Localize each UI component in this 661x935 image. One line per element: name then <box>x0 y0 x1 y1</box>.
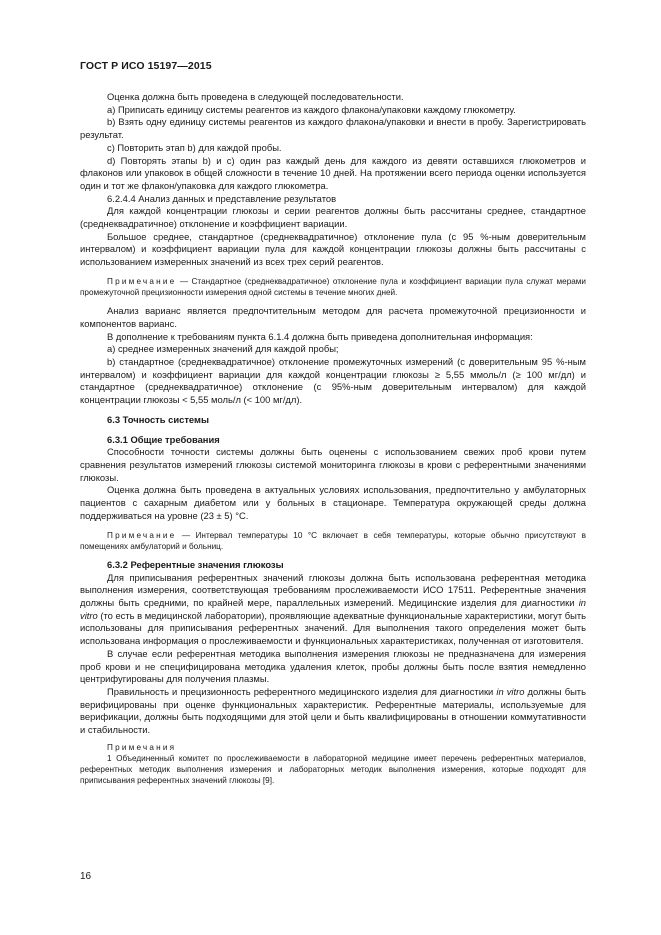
spacer <box>80 523 586 530</box>
paragraph: Оценка должна быть проведена в следующей последовательности. <box>107 91 404 102</box>
list-item: a) Приписать единицу системы реагентов из каждого флакона/упаковки каждому глюкометру. <box>107 103 516 115</box>
paragraph: Большое среднее, стандартное (среднеквадратичное) отклонение пула (с 95 %-ным доверительным интервалом) и коэффициент вариации пула для каждой концентрации глюкозы должны быть рассчитаны с использованием измеренных значений из всех трех серий реагентов. <box>80 230 586 268</box>
note-text: — Стандартное (среднеквадратичное) отклонение пула и коэффициент вариации пула служат мерами промежуточной прецизионности измерения одной системы в течение многих дней. <box>80 276 586 298</box>
list-item: a) среднее измеренных значений для каждой пробы; <box>107 343 339 355</box>
spacer <box>80 552 586 559</box>
note-text: — Интервал температуры 10 °С включает в себя температуры, которые обычно присутствуют в помещениях амбулаторий и больниц. <box>80 530 586 551</box>
text-run: Для приписывания референтных значений глюкозы должна быть использована референтная методика выполнения измерения, соответствующая требованиям прослеживаемости ИСО 17511. Референтные значения должны быть средними, по крайней мере, параллельных измерений. Медицинские изделия для диагностики <box>80 571 586 609</box>
spacer <box>80 407 586 414</box>
paragraph: В дополнение к требованиям пункта 6.1.4 должна быть приведена дополнительная информация: <box>107 330 533 342</box>
list-item: c) Повторить этап b) для каждой пробы. <box>107 141 282 153</box>
notes-heading <box>80 742 586 753</box>
paragraph: Анализ варианс является предпочтительным методом для расчета промежуточной прецизионности и компонентов варианс. <box>80 305 586 329</box>
spacer <box>80 427 586 434</box>
paragraph: Способности точности системы должны быть оценены с использованием свежих проб крови путем сравнения результатов измерений глюкозы системой мониторинга глюкозы в крови с референтными значениями глюкозы. <box>80 446 586 483</box>
paragraph <box>80 572 586 648</box>
note-label: Примечания <box>107 742 177 752</box>
paragraph: Оценка должна быть проведена в актуальных условиях использования, предпочтительно у амбулаторных пациентов с сахарным диабетом или у больных в стационаре. Температура окружающей среды должна поддерживаться на уровне (23 ± 5) °С. <box>80 484 586 521</box>
note-label: Примечание <box>107 276 177 286</box>
list-item: b) стандартное (среднеквадратичное) отклонение промежуточных измерений (с доверительным 95 %-ным интервалом) и коэффициент вариации для каждой концентрации глюкозы ≥ 5,55 ммоль/л (≥ 100 мг/дл) и стандартное (среднеквадратичное) отклонение (с 95%-ным доверительным интервалом) для каждой концентрации глюкозы < 5,55 моль/л (< 100 мг/дл). <box>80 356 586 406</box>
list-item: b) Взять одну единицу системы реагентов из каждого флакона/упаковки и внести в пробу. Зарегистрировать результат. <box>80 116 586 141</box>
section-heading: 6.3.1 Общие требования <box>107 433 220 445</box>
note-label: Примечание <box>107 530 177 540</box>
page-number: 16 <box>80 871 92 882</box>
italic-term: in vitro <box>80 597 586 621</box>
paragraph: В случае если референтная методика выполнения измерения глюкозы не предназначена для измерения проб крови и не специфицирована методика удаления клеток, пробы должны быть после взятия немедленно центрифугированы для получения плазмы. <box>80 647 586 685</box>
section-heading: 6.3 Точность системы <box>107 413 209 425</box>
note <box>80 530 586 552</box>
spacer <box>80 269 586 276</box>
text-run: (то есть в медицинской лаборатории), проявляющие адекватные функциональные характеристики, могут быть использованы для приписывания референтных значений. Для выполнения такого определения может быть использована информация о прослеживаемости и функциональных характеристиках, полученная от изготовителя. <box>80 609 587 647</box>
subsection-heading: 6.2.4.4 Анализ данных и представление результатов <box>107 192 337 204</box>
paragraph <box>80 686 586 737</box>
note <box>80 276 586 298</box>
note-item: 1 Объединенный комитет по прослеживаемости в лабораторной медицине имеет перечень референтных материалов, референтных методик выполнения измерения и лабораторных методик выполнения измерения, которые подходят для приписывания референтных значений глюкозы [9]. <box>80 753 586 786</box>
spacer <box>80 298 586 305</box>
list-item: d) Повторять этапы b) и c) один раз каждый день для каждого из девяти оставшихся глюкометров и флаконов или упаковок в общей сложности в течение 10 дней. На протяжении всего периода оценки используется один и тот же флакон/упаковка для каждого глюкометра. <box>80 154 586 191</box>
document-header: ГОСТ Р ИСО 15197—2015 <box>80 60 212 72</box>
paragraph: Для каждой концентрации глюкозы и серии реагентов должны быть рассчитаны среднее, стандартное (среднеквадратичное) отклонение и коэффициент вариации. <box>80 205 586 230</box>
document-body <box>80 91 586 787</box>
section-heading: 6.3.2 Референтные значения глюкозы <box>107 558 284 570</box>
italic-term: in vitro <box>496 685 525 697</box>
text-run: должны быть верифицированы при оценке функциональных характеристик. Референтные материалы, используемые для верификации, должны быть подходящими для этой цели и быть квалифицированы в отношении коммутативности и стабильности. <box>80 685 586 736</box>
text-run: Правильность и прецизионность референтного медицинского изделия для диагностики <box>107 685 497 697</box>
